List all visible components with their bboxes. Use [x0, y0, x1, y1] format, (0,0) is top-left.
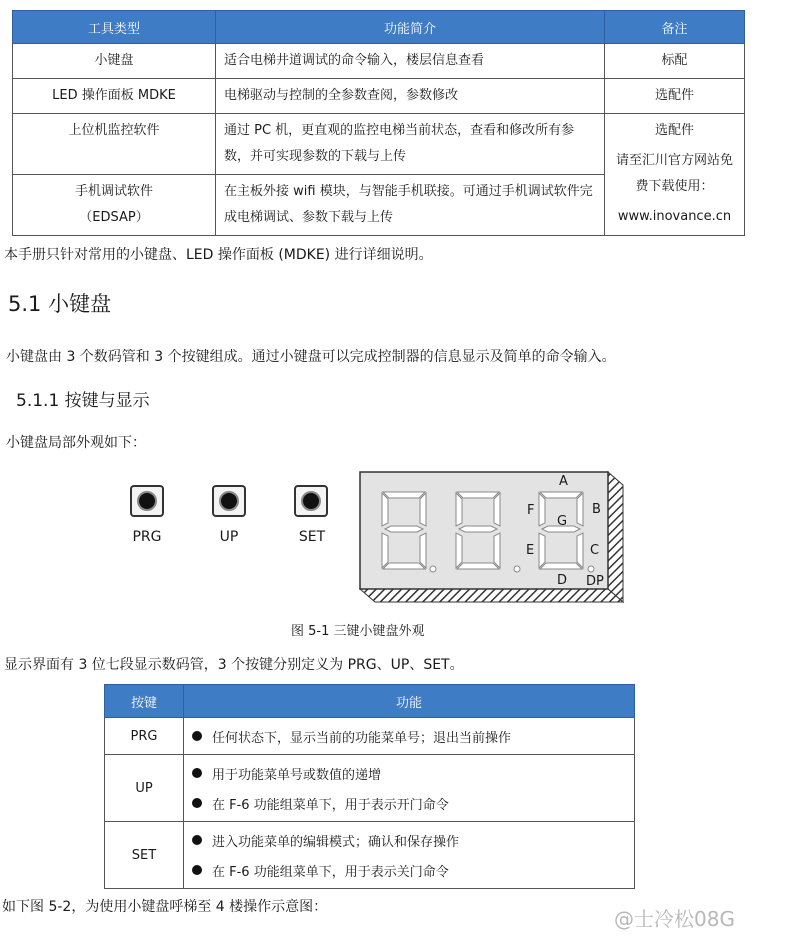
bullet-icon [192, 798, 202, 808]
header-tool-type: 工具类型 [13, 11, 216, 44]
display-paragraph: 显示界面有 3 位七段显示数码管，3 个按键分别定义为 PRG、UP、SET。 [4, 657, 464, 673]
tool-desc-cell: 在主板外接 wifi 模块，与智能手机联接。可通过手机调试软件完成电梯调试、参数下载与上传 [216, 175, 605, 236]
key-function-cell [184, 718, 635, 755]
figure-caption: 图 5-1 三键小键盘外观 [291, 624, 425, 639]
subsection-title: 5.1.1 按键与显示 [16, 391, 150, 411]
tool-type-cell: 小键盘 [13, 44, 216, 79]
key-name-cell: SET [105, 822, 184, 889]
key-function-table [104, 684, 635, 889]
function-text: 进入功能菜单的编辑模式；确认和保存操作 [212, 834, 460, 850]
tool-type-name: 手机调试软件 [74, 184, 153, 199]
table-row [105, 718, 635, 755]
tool-note-cell [605, 114, 745, 236]
segment-label-a: A [559, 474, 568, 489]
key-function-cell [184, 822, 635, 889]
tool-table-header [13, 11, 745, 44]
header-function: 功能 [184, 685, 635, 718]
key-function-cell [184, 755, 635, 822]
tool-desc-cell: 适合电梯井道调试的命令输入，楼层信息查看 [216, 44, 605, 79]
footer-paragraph: 如下图 5-2，为使用小键盘呼梯至 4 楼操作示意图： [2, 899, 328, 915]
up-key-label: UP [219, 529, 239, 545]
tool-table [12, 10, 745, 236]
tool-note-cell: 选配件 [605, 79, 745, 114]
list-item [192, 758, 626, 788]
list-item [192, 788, 626, 818]
set-key-icon [294, 485, 328, 517]
function-text: 在 F-6 功能组菜单下，用于表示开门命令 [212, 797, 449, 813]
header-description: 功能简介 [216, 11, 605, 44]
set-key-label: SET [298, 529, 326, 545]
header-key: 按键 [105, 685, 184, 718]
appearance-paragraph: 小键盘局部外观如下： [6, 435, 146, 451]
display-bottom-panel [360, 589, 623, 602]
up-key-icon [212, 485, 246, 517]
prg-key-icon [130, 485, 164, 517]
tool-type-cell: LED 操作面板 MDKE [13, 79, 216, 114]
bullet-icon [192, 835, 202, 845]
watermark: @士冷松08G [614, 907, 735, 931]
key-table-header [105, 685, 635, 718]
segment-label-g: G [557, 514, 568, 529]
segment-label-dp: DP [586, 574, 604, 589]
function-text: 用于功能菜单号或数值的递增 [212, 767, 382, 783]
bullet-icon [192, 865, 202, 875]
segment-label-f: F [527, 503, 535, 518]
key-name-cell: PRG [105, 718, 184, 755]
tool-desc-cell: 电梯驱动与控制的全参数查阅，参数修改 [216, 79, 605, 114]
intro-paragraph: 本手册只针对常用的小键盘、LED 操作面板 (MDKE) 进行详细说明。 [4, 247, 433, 263]
table-row [13, 44, 745, 79]
note-optional: 选配件 [654, 123, 694, 138]
segment-label-c: C [590, 543, 600, 558]
segment-label-e: E [526, 543, 535, 558]
section-title: 5.1 小键盘 [8, 292, 112, 316]
key-name-cell: UP [105, 755, 184, 822]
function-text: 任何状态下，显示当前的功能菜单号；退出当前操作 [212, 730, 512, 746]
table-row [13, 114, 745, 175]
tool-type-cell: 上位机监控软件 [13, 114, 216, 175]
function-text: 在 F-6 功能组菜单下，用于表示关门命令 [212, 864, 449, 880]
tool-desc-cell: 通过 PC 机，更直观的监控电梯当前状态，查看和修改所有参数，并可实现参数的下载与上传 [216, 114, 605, 175]
note-download: 请至汇川官方网站免费下载使用： [615, 153, 733, 194]
segment-label-b: B [592, 502, 601, 517]
bullet-icon [192, 731, 202, 741]
display-side-panel [608, 472, 623, 602]
header-note: 备注 [605, 11, 745, 44]
bullet-icon [192, 768, 202, 778]
tool-type-sub: （EDSAP） [79, 210, 149, 225]
note-website: www.inovance.cn [617, 209, 732, 224]
section-paragraph: 小键盘由 3 个数码管和 3 个按键组成。通过小键盘可以完成控制器的信息显示及简单的命令输入。 [6, 349, 616, 365]
table-row [13, 79, 745, 114]
table-row [105, 822, 635, 889]
prg-key-label: PRG [132, 529, 162, 545]
list-item [192, 825, 626, 855]
tool-type-cell [13, 175, 216, 236]
segment-label-d: D [557, 573, 568, 588]
tool-note-cell: 标配 [605, 44, 745, 79]
table-row [105, 755, 635, 822]
list-item [192, 721, 626, 751]
list-item [192, 855, 626, 885]
